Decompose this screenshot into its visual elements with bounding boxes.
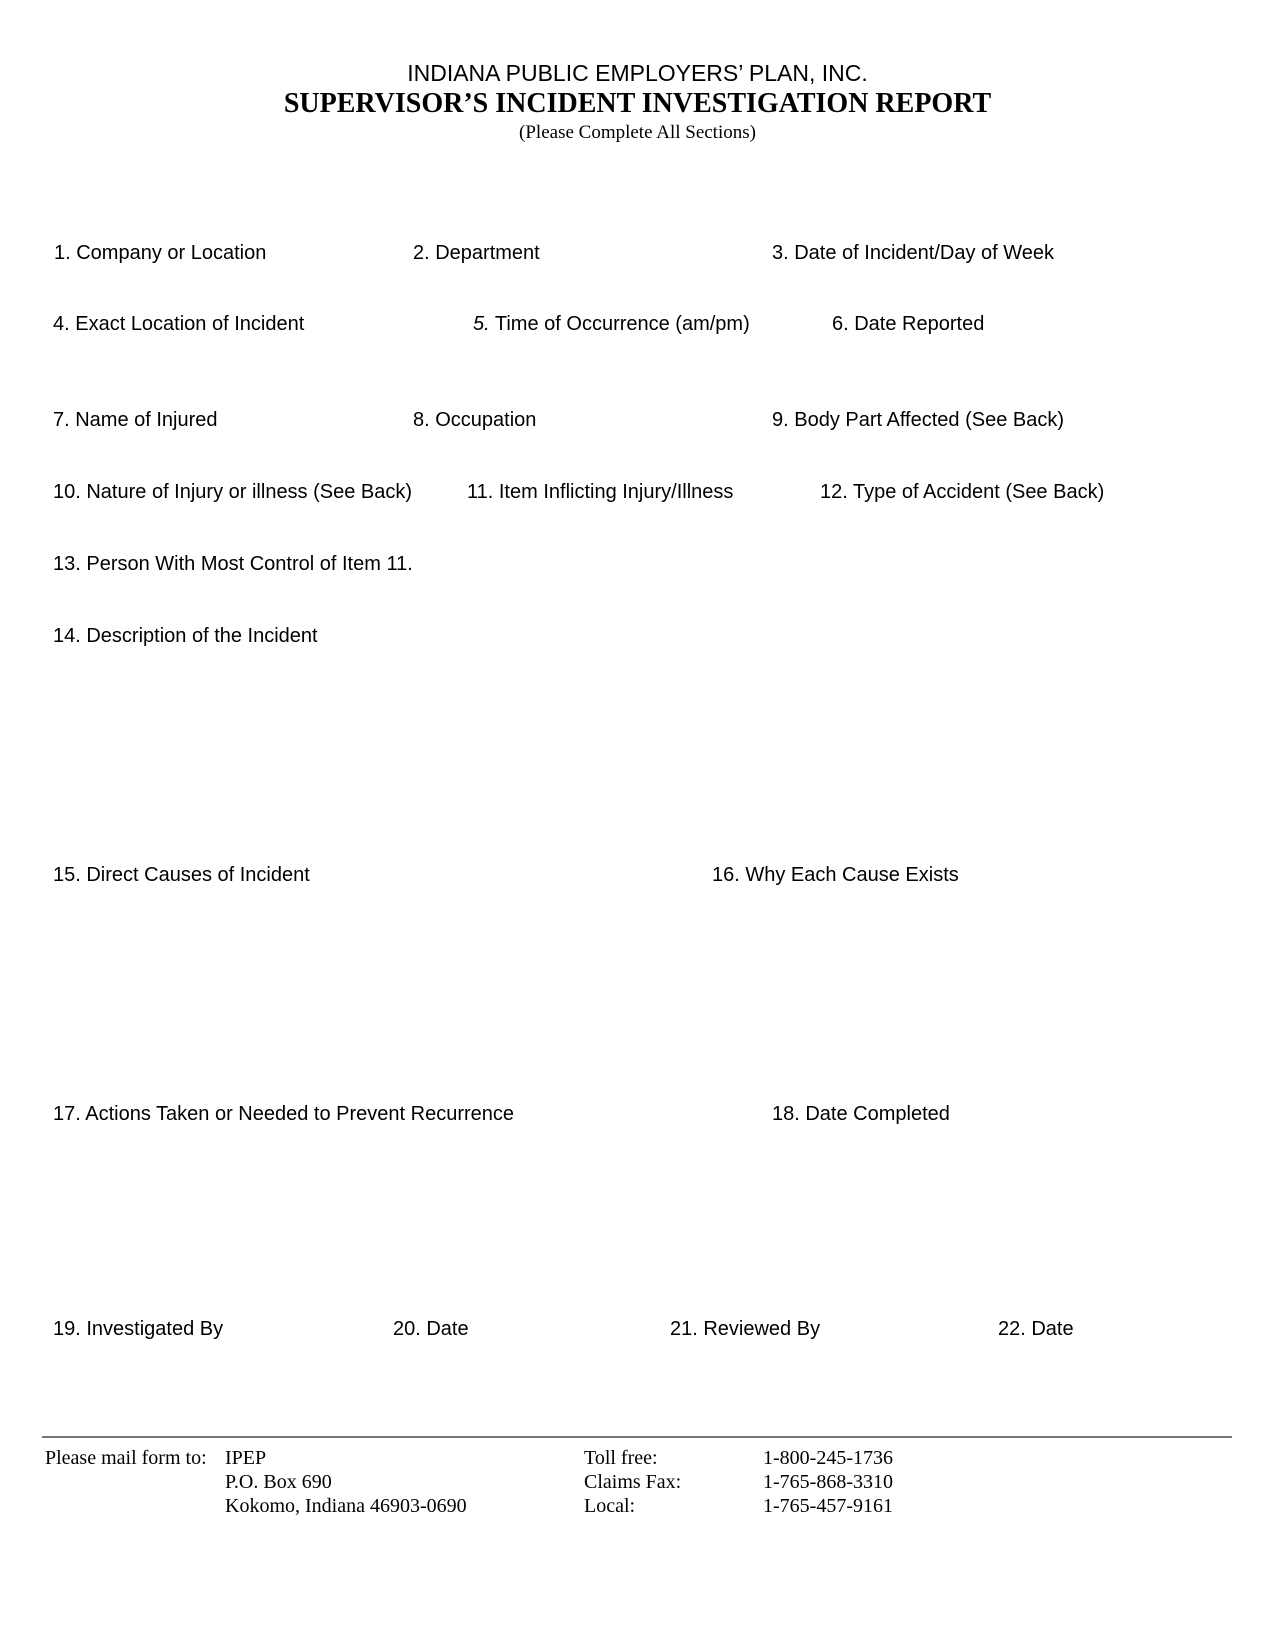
field-item-inflicting: 11. Item Inflicting Injury/Illness <box>467 481 734 503</box>
field-body-part: 9. Body Part Affected (See Back) <box>772 409 1065 431</box>
field-date-reported: 6. Date Reported <box>832 313 985 335</box>
footer-divider <box>42 1436 1232 1438</box>
contact-label: Local: <box>584 1495 636 1517</box>
address-line: P.O. Box 690 <box>225 1471 332 1493</box>
field-occupation: 8. Occupation <box>413 409 537 431</box>
address-line: IPEP <box>225 1447 267 1469</box>
address-line: Kokomo, Indiana 46903-0690 <box>225 1495 467 1517</box>
field-reviewed-by: 21. Reviewed By <box>670 1318 821 1340</box>
field-time-of-occurrence <box>473 312 750 336</box>
field-date-investigated: 20. Date <box>393 1318 469 1340</box>
field-name-of-injured: 7. Name of Injured <box>53 409 218 431</box>
field-number: 5. <box>473 313 490 335</box>
contact-label: Claims Fax: <box>584 1471 682 1493</box>
field-date-completed: 18. Date Completed <box>772 1103 950 1125</box>
contact-number: 1-765-457-9161 <box>763 1495 893 1517</box>
contact-number: 1-765-868-3310 <box>763 1471 893 1493</box>
field-date-reviewed: 22. Date <box>998 1318 1074 1340</box>
contact-number: 1-800-245-1736 <box>763 1447 893 1469</box>
page-title: SUPERVISOR’S INCIDENT INVESTIGATION REPORT <box>283 88 992 119</box>
org-name: INDIANA PUBLIC EMPLOYERS’ PLAN, INC. <box>407 60 868 86</box>
field-company-location: 1. Company or Location <box>54 242 267 264</box>
field-why-cause-exists: 16. Why Each Cause Exists <box>712 864 959 886</box>
field-type-of-accident: 12. Type of Accident (See Back) <box>820 481 1105 503</box>
field-person-most-control: 13. Person With Most Control of Item 11. <box>53 553 413 575</box>
field-nature-of-injury: 10. Nature of Injury or illness (See Back) <box>53 481 413 503</box>
mail-label: Please mail form to: <box>45 1447 207 1469</box>
field-investigated-by: 19. Investigated By <box>53 1318 224 1340</box>
field-exact-location: 4. Exact Location of Incident <box>53 313 305 335</box>
field-direct-causes: 15. Direct Causes of Incident <box>53 864 310 886</box>
field-description: 14. Description of the Incident <box>53 625 318 647</box>
contact-label: Toll free: <box>584 1447 658 1469</box>
page-subtitle: (Please Complete All Sections) <box>519 122 756 143</box>
field-label: Time of Occurrence (am/pm) <box>494 313 750 335</box>
field-department: 2. Department <box>413 242 540 264</box>
field-date-of-incident: 3. Date of Incident/Day of Week <box>772 242 1055 264</box>
field-actions-taken: 17. Actions Taken or Needed to Prevent Recurrence <box>53 1103 515 1125</box>
